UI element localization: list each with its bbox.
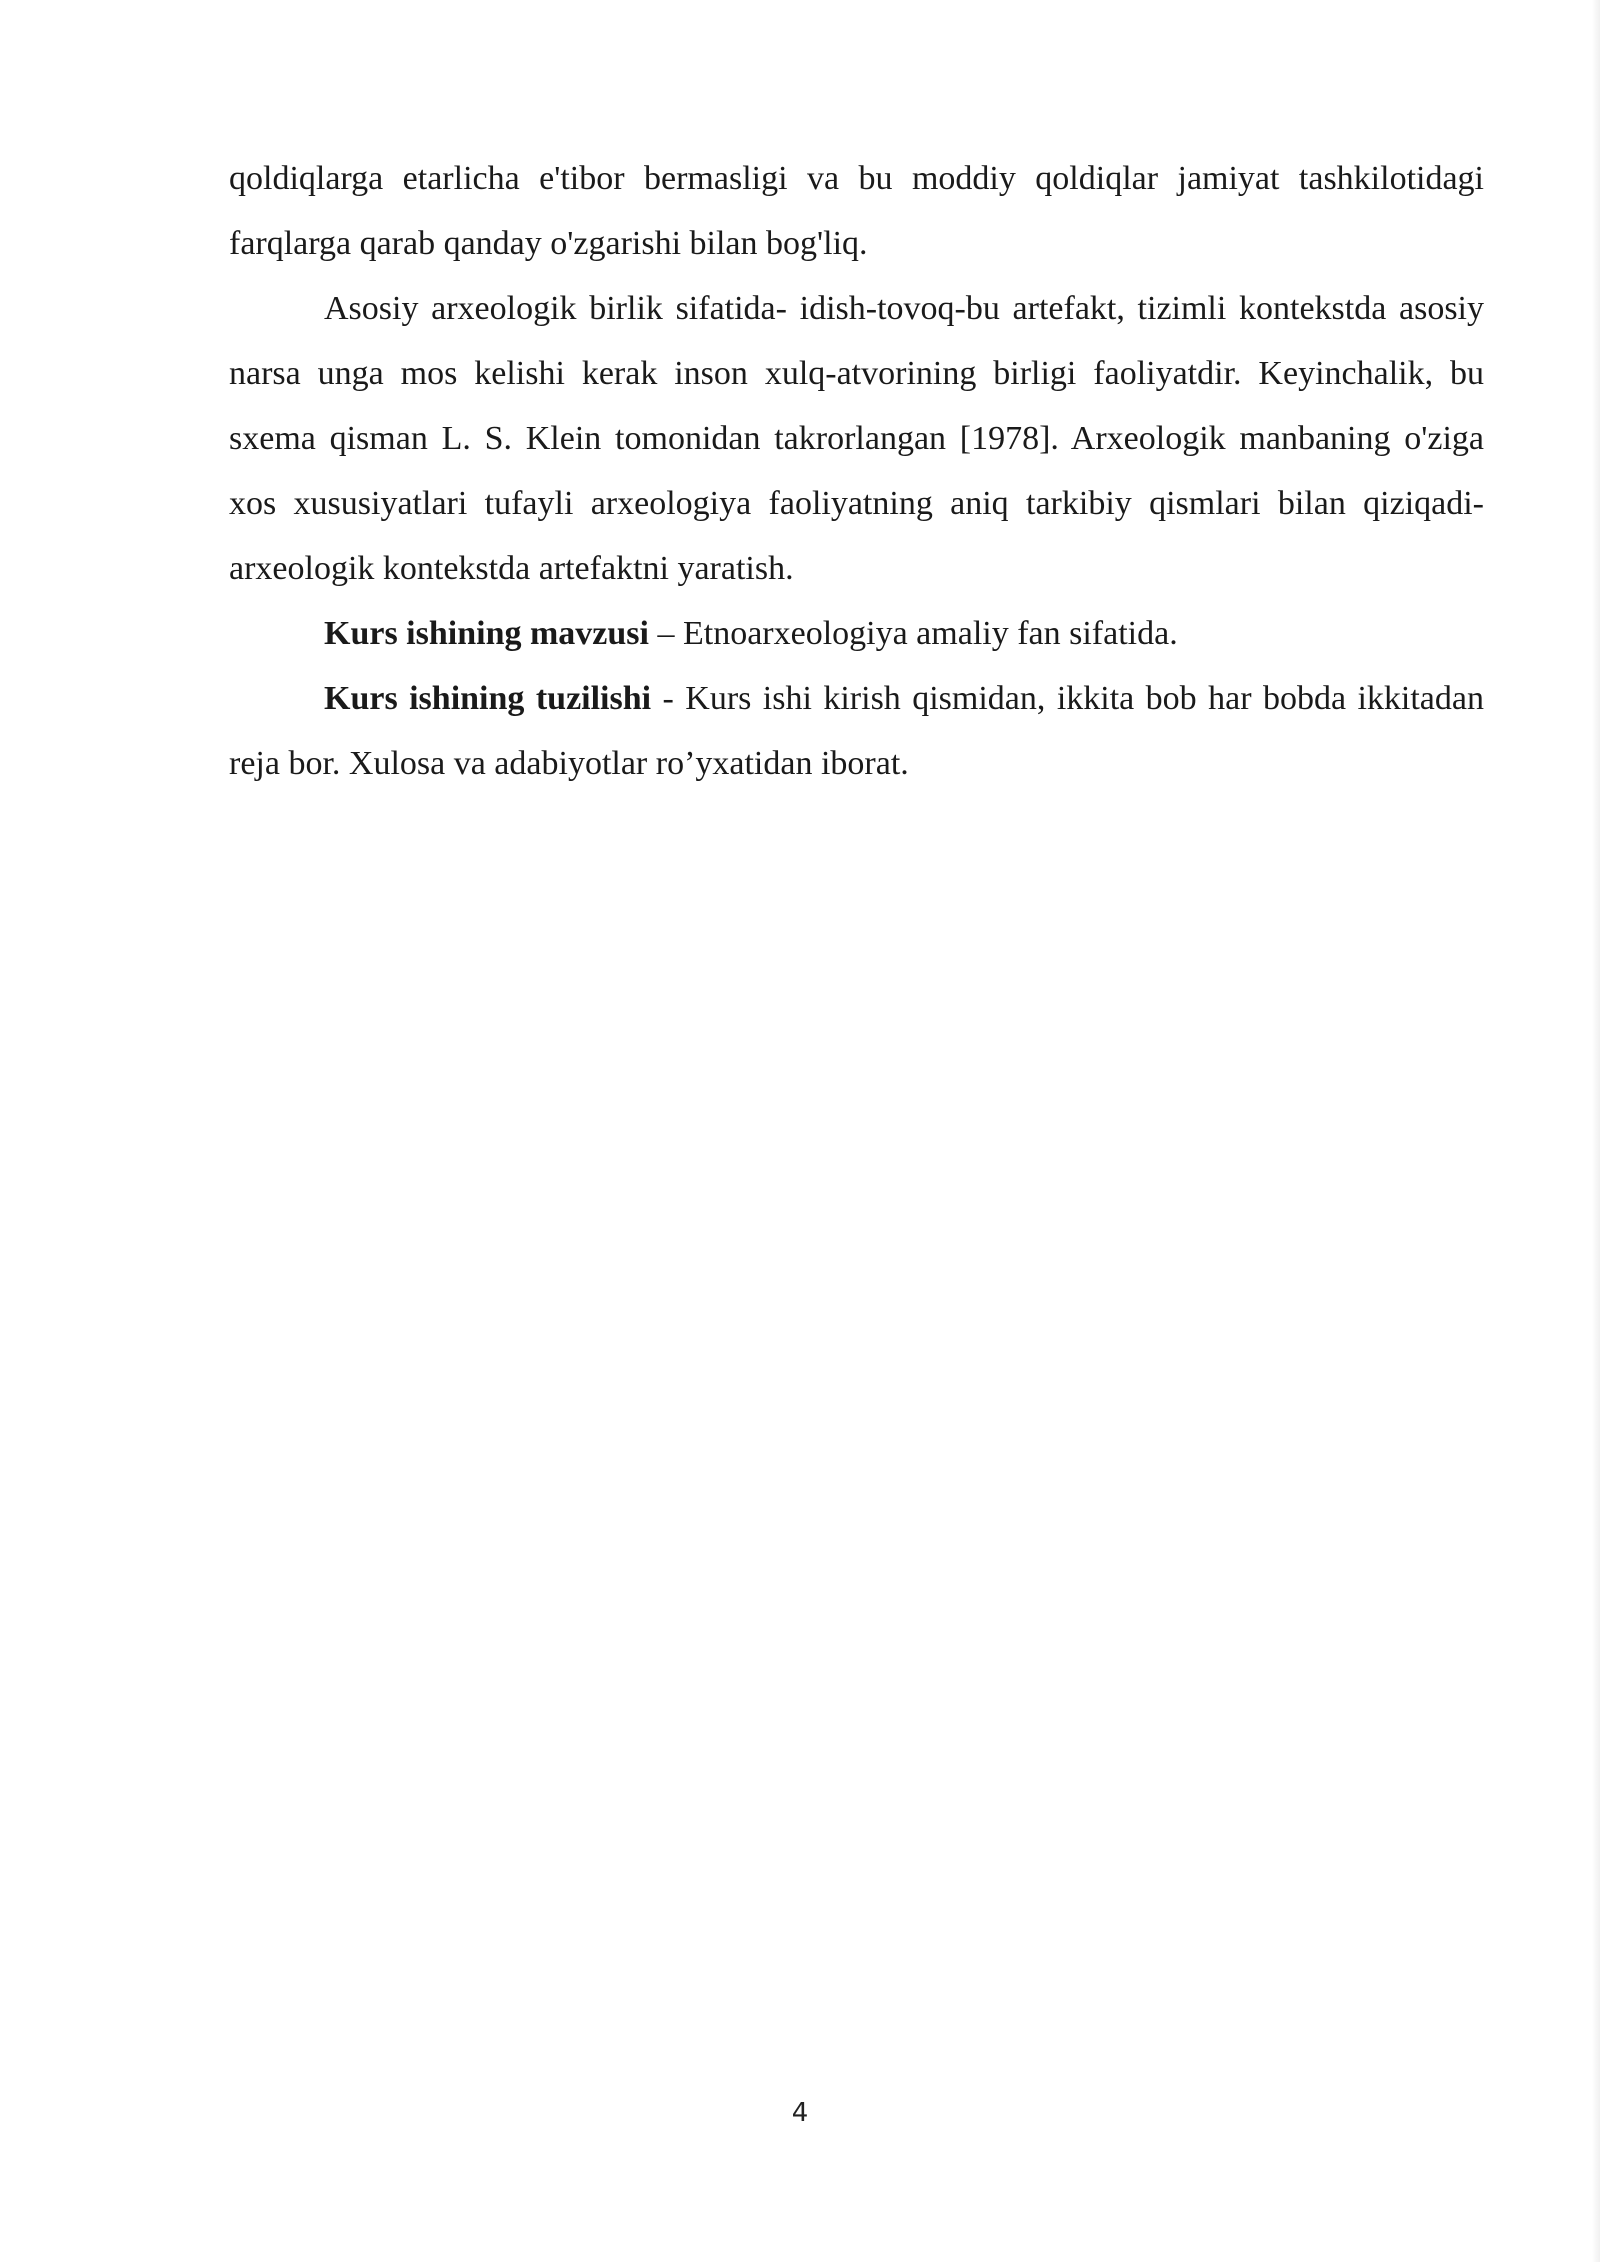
document-body (229, 146, 1484, 796)
paragraph-1 (229, 146, 1484, 276)
course-topic-text: – Etnoarxeologiya amaliy fan sifatida. (648, 615, 1178, 652)
course-structure-label: Kurs ishining tuzilishi (324, 680, 652, 717)
course-structure-text: - Kurs ishi kirish qismidan, ikkita bob har bobda ikkitadan reja bor. Xulosa va adabiyotlar ro’yxatidan iborat. (229, 680, 1484, 782)
paragraph-2 (229, 276, 1484, 601)
paragraph-4 (229, 666, 1484, 796)
paragraph-2-text: Asosiy arxeologik birlik sifatida- idish-tovoq-bu artefakt, tizimli kontekstda asosiy narsa unga mos kelishi kerak inson xulq-atvorining birligi faoliyatdir. Keyinchalik, bu sxema qisman L. S. Klein tomonidan takrorlangan [1978]. Arxeologik manbaning o'ziga xos xususiyatlari tufayli arxeologiya faoliyatning aniq tarkibiy qismlari bilan qiziqadi- arxeologik kontekstda artefaktni yaratish. (229, 290, 1484, 587)
course-topic-label: Kurs ishining mavzusi (324, 615, 649, 652)
page-number: 4 (791, 2098, 809, 2128)
page-edge-shadow (1592, 0, 1600, 2262)
paragraph-3 (229, 601, 1484, 666)
paragraph-1-text: qoldiqlarga etarlicha e'tibor bermasligi va bu moddiy qoldiqlar jamiyat tashkilotidagi farqlarga qarab qanday o'zgarishi bilan bog'liq. (229, 160, 1484, 262)
